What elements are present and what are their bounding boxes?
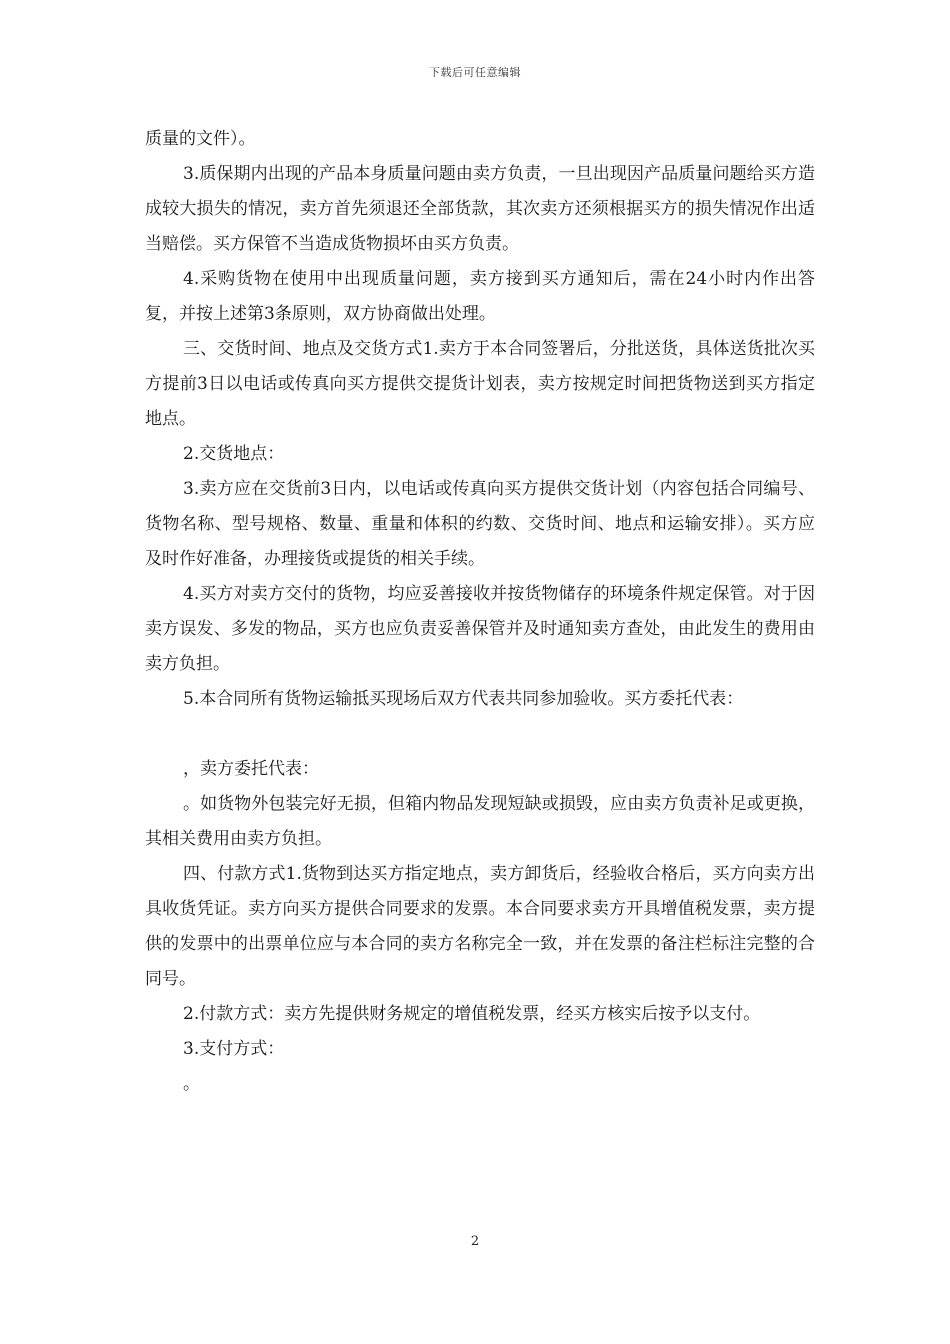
paragraph-quality-documents-end: 质量的文件）。	[145, 129, 256, 149]
page-number: 2	[470, 1234, 480, 1249]
paragraph-warranty-quality: 3.质保期内出现的产品本身质量问题由卖方负责，一旦出现因产品质量问题给买方造成较大损失的情况，卖方首先须退还全部货款，其次卖方还须根据买方的损失情况作出适当赔偿。买方保管不当造成货物损坏由买方负责。	[145, 164, 815, 254]
paragraph-payment-section: 四、付款方式1.货物到达买方指定地点，卖方卸货后，经验收合格后，买方向卖方出具收货凭证。卖方向买方提供合同要求的发票。本合同要求卖方开具增值税发票，卖方提供的发票中的出票单位应与本合同的卖方名称完全一致，并在发票的备注栏标注完整的合同号。	[145, 864, 815, 989]
paragraph-period: 。	[183, 1074, 200, 1094]
paragraph-acceptance-buyer-rep: 5.本合同所有货物运输抵买现场后双方代表共同参加验收。买方委托代表：	[183, 689, 744, 709]
paragraph-shortage-damage: 。如货物外包装完好无损，但箱内物品发现短缺或损毁，应由卖方负责补足或更换，其相关费用由卖方负担。	[145, 794, 815, 849]
paragraph-seller-rep: ，卖方委托代表：	[183, 759, 319, 779]
paragraph-delivery-plan: 3.卖方应在交货前3日内，以电话或传真向买方提供交货计划（内容包括合同编号、货物名称、型号规格、数量、重量和体积的约数、交货时间、地点和运输安排）。买方应及时作好准备，办理接货或提货的相关手续。	[145, 479, 815, 569]
paragraph-goods-receipt: 4.买方对卖方交付的货物，均应妥善接收并按货物储存的环境条件规定保管。对于因卖方误发、多发的物品，买方也应负责妥善保管并及时通知卖方查处，由此发生的费用由卖方负担。	[145, 584, 815, 674]
page-header: 下载后可任意编辑	[429, 66, 521, 79]
document-body	[145, 122, 815, 1102]
paragraph-delivery-location: 2.交货地点：	[183, 444, 285, 464]
paragraph-payment-method: 2.付款方式：卖方先提供财务规定的增值税发票，经买方核实后按予以支付。	[183, 1004, 761, 1024]
paragraph-usage-quality: 4.采购货物在使用中出现质量问题，卖方接到买方通知后，需在24小时内作出答复，并按上述第3条原则，双方协商做出处理。	[145, 269, 815, 324]
paragraph-delivery-section: 三、交货时间、地点及交货方式1.卖方于本合同签署后，分批送货，具体送货批次买方提前3日以电话或传真向买方提供交提货计划表，卖方按规定时间把货物送到买方指定地点。	[145, 339, 815, 429]
paragraph-payment-mode: 3.支付方式：	[183, 1039, 285, 1059]
blank-line	[145, 717, 815, 752]
